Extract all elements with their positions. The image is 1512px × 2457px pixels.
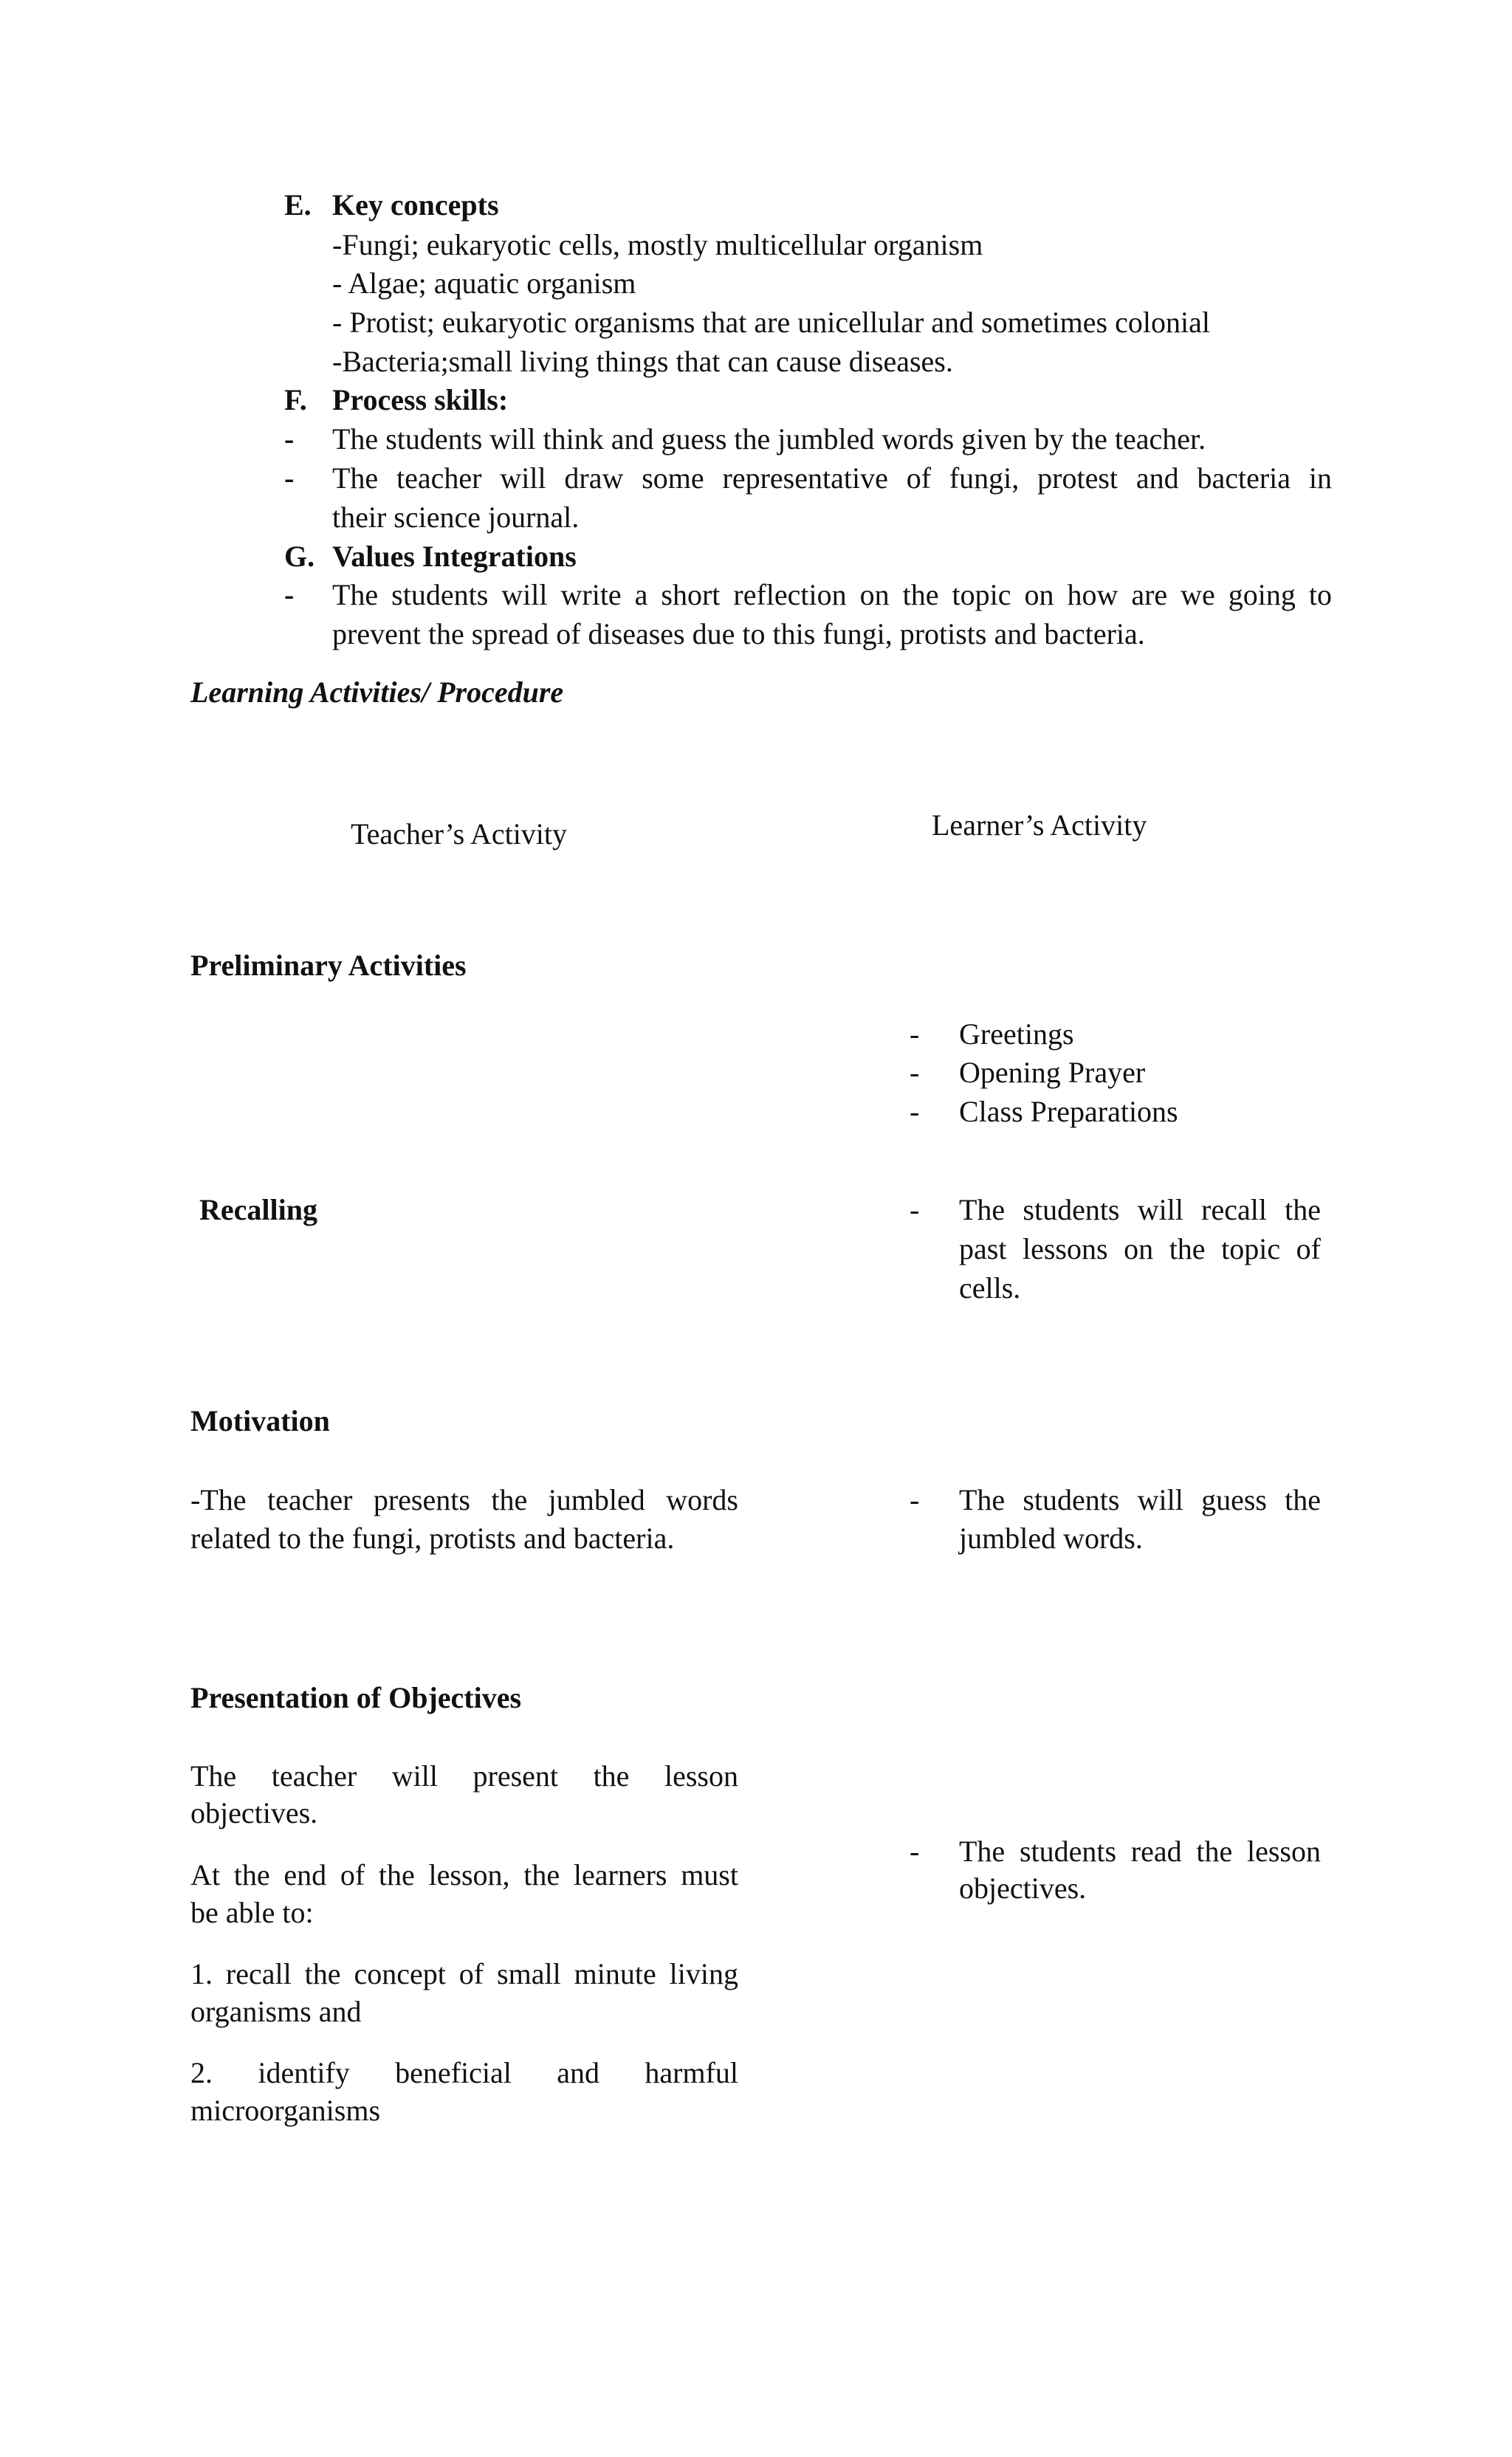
preliminary-heading: Preliminary Activities <box>190 949 467 982</box>
bullet-dash: - <box>284 461 295 495</box>
list-item: Greetings <box>959 1017 1074 1051</box>
motivation-learner-line: The students will guess the <box>959 1483 1321 1516</box>
motivation-teacher-line: -The teacher presents the jumbled words <box>190 1483 738 1516</box>
objectives-teacher-line: objectives. <box>190 1796 318 1829</box>
section-e-heading: Key concepts <box>332 188 499 221</box>
objectives-teacher-line: 2. identify beneficial and harmful <box>190 2056 738 2089</box>
values-line: prevent the spread of diseases due to this fungi, protists and bacteria. <box>332 617 1145 650</box>
list-dash: - <box>910 1483 920 1516</box>
objectives-teacher-line: be able to: <box>190 1896 314 1929</box>
objectives-teacher-line: organisms and <box>190 1995 362 2028</box>
list-dash: - <box>910 1056 920 1089</box>
section-f-letter: F. <box>284 383 307 416</box>
motivation-learner-line: jumbled words. <box>959 1522 1143 1555</box>
bullet-dash: - <box>284 578 295 611</box>
teacher-activity-header: Teacher’s Activity <box>351 817 568 850</box>
objectives-heading: Presentation of Objectives <box>190 1681 522 1714</box>
list-dash: - <box>910 1193 920 1226</box>
key-concept-line: -Fungi; eukaryotic cells, mostly multicellular organism <box>332 228 983 261</box>
learner-activity-header: Learner’s Activity <box>932 808 1147 842</box>
list-dash: - <box>910 1835 920 1868</box>
bullet-dash: - <box>284 422 295 456</box>
objectives-learner-line: The students read the lesson <box>959 1835 1321 1868</box>
recalling-line: The students will recall the <box>959 1193 1321 1226</box>
section-f-heading: Process skills: <box>332 383 509 416</box>
process-skill-line: The teacher will draw some representative of fungi, protest and bacteria in <box>332 461 1332 495</box>
objectives-teacher-line: At the end of the lesson, the learners must <box>190 1858 738 1891</box>
key-concept-line: -Bacteria;small living things that can cause diseases. <box>332 345 953 378</box>
process-skill-line: their science journal. <box>332 501 580 534</box>
recalling-line: past lessons on the topic of <box>959 1232 1321 1265</box>
motivation-heading: Motivation <box>190 1404 330 1437</box>
key-concept-line: - Protist; eukaryotic organisms that are unicellular and sometimes colonial <box>332 306 1210 339</box>
learning-activities-heading: Learning Activities/ Procedure <box>190 676 564 709</box>
objectives-learner-line: objectives. <box>959 1872 1087 1905</box>
motivation-teacher-line: related to the fungi, protists and bacteria. <box>190 1522 675 1555</box>
recalling-heading: Recalling <box>199 1193 317 1226</box>
objectives-teacher-line: The teacher will present the lesson <box>190 1759 738 1793</box>
values-line: The students will write a short reflection on the topic on how are we going to <box>332 578 1332 611</box>
section-g-letter: G. <box>284 540 315 573</box>
objectives-teacher-line: 1. recall the concept of small minute living <box>190 1957 738 1990</box>
objectives-teacher-line: microorganisms <box>190 2094 381 2127</box>
list-item: Class Preparations <box>959 1095 1178 1128</box>
list-dash: - <box>910 1095 920 1128</box>
key-concept-line: - Algae; aquatic organism <box>332 267 636 300</box>
list-dash: - <box>910 1017 920 1051</box>
list-item: Opening Prayer <box>959 1056 1146 1089</box>
process-skill-line: The students will think and guess the jumbled words given by the teacher. <box>332 422 1206 456</box>
recalling-line: cells. <box>959 1271 1021 1305</box>
section-g-heading: Values Integrations <box>332 540 577 573</box>
section-e-letter: E. <box>284 188 312 221</box>
